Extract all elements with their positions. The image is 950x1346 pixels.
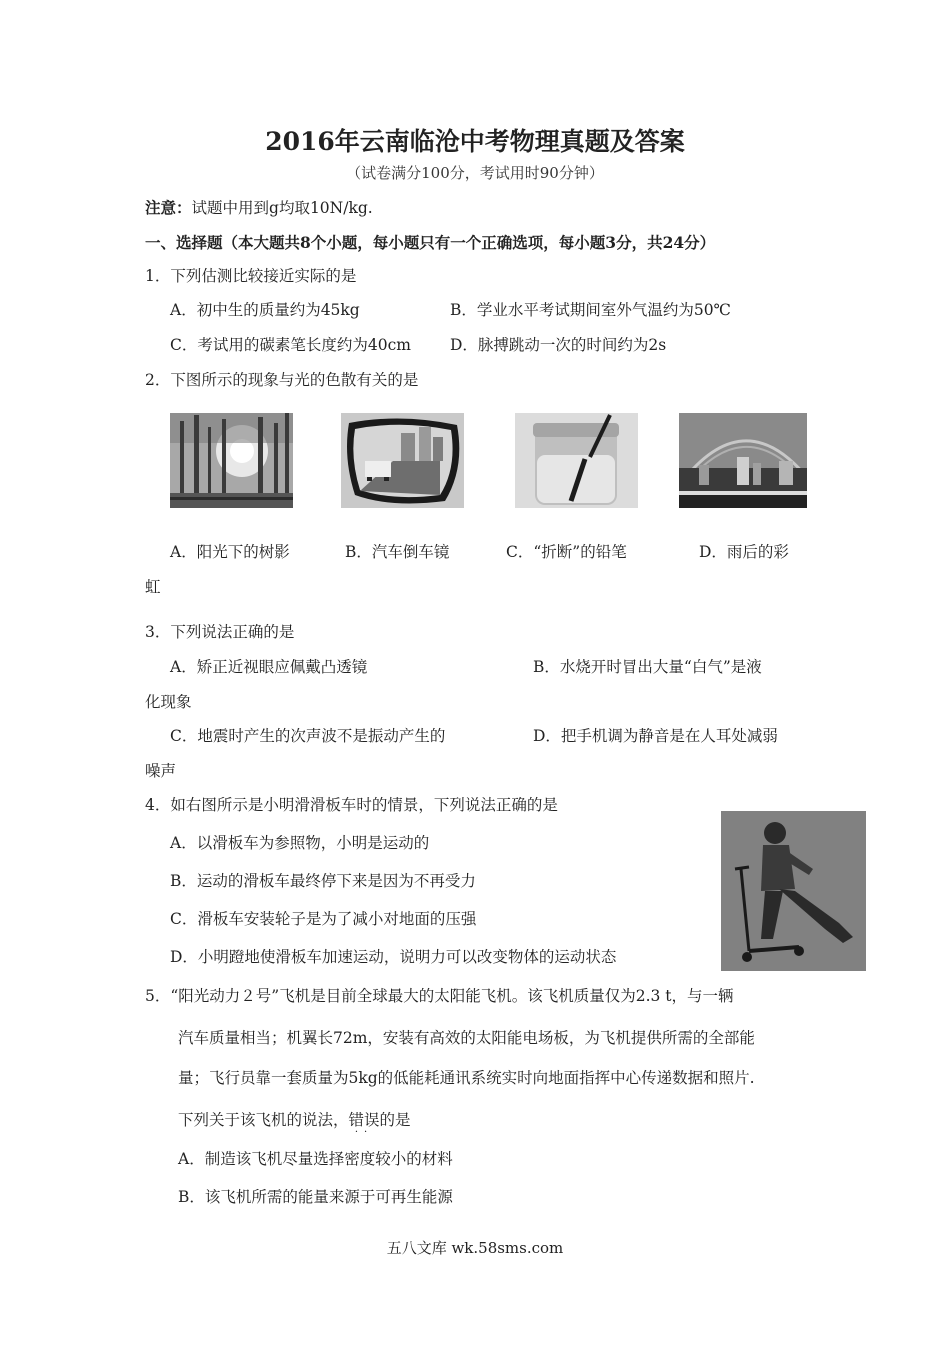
q5-option-a: A．制造该飞机尽量选择密度较小的材料 bbox=[178, 1150, 453, 1168]
q4-option-c: C．滑板车安装轮子是为了减小对地面的压强 bbox=[170, 910, 477, 928]
q2-option-b: B．汽车倒车镜 bbox=[345, 543, 450, 561]
q3-option-d: D．把手机调为静音是在人耳处减弱 bbox=[533, 727, 778, 745]
q5-option-b: B．该飞机所需的能量来源于可再生能源 bbox=[178, 1188, 453, 1206]
q4-option-b: B．运动的滑板车最终停下来是因为不再受力 bbox=[170, 872, 476, 890]
rainbow-photo bbox=[679, 413, 807, 508]
scooter-boy-photo bbox=[721, 811, 866, 971]
q3-option-c: C．地震时产生的次声波不是振动产生的 bbox=[170, 727, 446, 745]
broken-pencil-photo bbox=[515, 413, 638, 508]
q1-option-d: D．脉搏跳动一次的时间约为2s bbox=[450, 336, 667, 354]
q5-line4-post: 的是 bbox=[379, 1111, 411, 1129]
q3-stem: 3．下列说法正确的是 bbox=[145, 623, 295, 641]
q5-line1: 5．“阳光动力２号”飞机是目前全球最大的太阳能飞机。该飞机质量仅为2.3 t，与一辆 bbox=[145, 987, 734, 1005]
q5-line3: 量；飞行员靠一套质量为5kg的低能耗通讯系统实时向地面指挥中心传递数据和照片. bbox=[178, 1069, 755, 1087]
q1-option-c: C．考试用的碳素笔长度约为40cm bbox=[170, 336, 411, 354]
page-footer: 五八文库 wk.58sms.com bbox=[386, 1239, 564, 1257]
q5-emphasis-text: 错误 bbox=[348, 1111, 380, 1129]
page-title: 2016年云南临沧中考物理真题及答案 bbox=[265, 127, 685, 156]
note-label: 注意： bbox=[145, 198, 192, 217]
emphasis-dots: ·· bbox=[354, 1127, 374, 1138]
q1-option-a: A．初中生的质量约为45kg bbox=[170, 301, 360, 319]
q4-stem: 4．如右图所示是小明滑滑板车时的情景，下列说法正确的是 bbox=[145, 796, 558, 814]
q1-stem: 1．下列估测比较接近实际的是 bbox=[145, 267, 357, 285]
q2-option-d-cont: 虹 bbox=[145, 578, 161, 596]
q5-emphasis bbox=[348, 1110, 380, 1138]
q3-option-b-cont: 化现象 bbox=[145, 693, 192, 711]
q3-option-d-cont: 噪声 bbox=[145, 762, 177, 780]
page-subtitle: （试卷满分100分，考试用时90分钟） bbox=[346, 164, 604, 182]
q4-option-d: D．小明蹬地使滑板车加速运动，说明力可以改变物体的运动状态 bbox=[170, 948, 617, 966]
tree-shadow-photo bbox=[170, 413, 293, 508]
note-text: 试题中用到g均取10N/kg. bbox=[191, 199, 373, 217]
q3-option-a: A．矫正近视眼应佩戴凸透镜 bbox=[170, 658, 368, 676]
q5-line4 bbox=[178, 1110, 411, 1138]
section-heading: 一、选择题（本大题共8个小题，每小题只有一个正确选项，每小题3分，共24分） bbox=[145, 233, 716, 252]
q2-option-a: A．阳光下的树影 bbox=[170, 543, 290, 561]
q3-option-b: B．水烧开时冒出大量“白气”是液 bbox=[533, 658, 762, 676]
q2-stem: 2．下图所示的现象与光的色散有关的是 bbox=[145, 371, 419, 389]
q2-option-d: D．雨后的彩 bbox=[699, 543, 789, 561]
q1-option-b: B．学业水平考试期间室外气温约为50℃ bbox=[450, 301, 731, 319]
q5-line4-pre: 下列关于该飞机的说法， bbox=[178, 1111, 349, 1129]
q4-option-a: A．以滑板车为参照物，小明是运动的 bbox=[170, 834, 430, 852]
q2-option-c: C．“折断”的铅笔 bbox=[506, 543, 627, 561]
car-mirror-photo bbox=[341, 413, 464, 508]
note-line bbox=[145, 198, 373, 218]
q5-line2: 汽车质量相当；机翼长72m，安装有高效的太阳能电场板，为飞机提供所需的全部能 bbox=[178, 1029, 755, 1047]
